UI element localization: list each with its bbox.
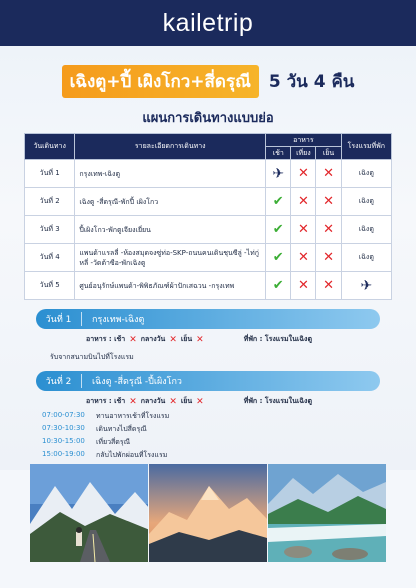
row-meal-cell xyxy=(316,244,341,272)
cross-icon: ✕ xyxy=(297,250,309,265)
cross-icon: ✕ xyxy=(297,278,309,293)
day-2-lunch-label: กลางวัน xyxy=(140,397,166,405)
row-meal-cell xyxy=(291,188,316,216)
cross-icon: ✕ xyxy=(323,222,334,237)
row-meal-cell xyxy=(266,216,291,244)
row-hotel: เฉิงตู xyxy=(341,244,391,272)
schedule-item xyxy=(42,411,169,422)
row-meal-cell xyxy=(291,160,316,188)
cross-icon: ✕ xyxy=(323,166,334,181)
schedule-text: ทานอาหารเช้าที่โรงแรม xyxy=(96,412,170,420)
table-row xyxy=(25,188,392,216)
day-1-number: วันที่ 1 xyxy=(36,312,82,326)
day-1-route: กรุงเทพ-เฉิงตู xyxy=(92,315,145,325)
row-hotel: เฉิงตู xyxy=(341,188,391,216)
row-detail: เฉิงตู -สี่ดรุณี-พักปี้ เผิงโกว xyxy=(75,188,266,216)
row-detail: ปี้เผิงโกว-พักตูเจียงเยี่ยน xyxy=(75,216,266,244)
table-row xyxy=(25,216,392,244)
itinerary-table xyxy=(24,133,392,300)
day-2-hotel-label: ที่พัก : โรงแรมในเฉิงตู xyxy=(243,397,312,405)
table-row xyxy=(25,272,392,300)
plane-icon: ✈ xyxy=(360,277,373,294)
schedule-time: 07:30-10:30 xyxy=(42,424,85,432)
row-meal-cell xyxy=(266,244,291,272)
row-detail: กรุงเทพ-เฉิงตู xyxy=(75,160,266,188)
cross-icon: ✕ xyxy=(297,166,309,181)
cross-icon: ✕ xyxy=(169,334,177,345)
photo-waterfall xyxy=(268,464,386,562)
cross-icon: ✕ xyxy=(196,334,204,345)
row-detail: แพนด้าแรลลี่ -ห้องสมุดจงซู่ท่อ-SKP-ถนนคนเดินชุนซีลู่ -ไท่กู่หลี่ -วัดต้าซือ-พักเฉิงตู xyxy=(75,244,266,272)
table-row xyxy=(25,160,392,188)
row-hotel: เฉิงตู xyxy=(341,216,391,244)
day-1-dinner-label: เย็น xyxy=(180,335,193,343)
day-2-bar xyxy=(36,371,380,391)
row-day: วันที่ 5 xyxy=(25,272,75,300)
row-meal-cell xyxy=(316,160,341,188)
header-lunch: เที่ยง xyxy=(291,147,316,160)
header-breakfast: เช้า xyxy=(266,147,291,160)
day-2-dinner-label: เย็น xyxy=(180,397,193,405)
schedule-item xyxy=(42,437,130,448)
row-meal-cell xyxy=(266,272,291,300)
header-hotel: โรงแรมที่พัก xyxy=(341,134,391,160)
schedule-item xyxy=(42,424,147,435)
photo-sunset-peaks xyxy=(149,464,267,562)
row-meal-cell xyxy=(291,272,316,300)
cross-icon: ✕ xyxy=(323,250,334,265)
check-icon: ✔ xyxy=(272,222,284,237)
cross-icon: ✕ xyxy=(297,194,309,209)
schedule-time: 10:30-15:00 xyxy=(42,437,85,445)
row-hotel xyxy=(341,272,391,300)
cross-icon: ✕ xyxy=(323,278,334,293)
row-meal-cell xyxy=(316,272,341,300)
header-day: วันเดินทาง xyxy=(25,134,75,160)
schedule-text: เที่ยวสี่ดรุณี xyxy=(96,438,131,446)
cross-icon: ✕ xyxy=(129,334,137,345)
table-row xyxy=(25,244,392,272)
row-day: วันที่ 1 xyxy=(25,160,75,188)
check-icon: ✔ xyxy=(272,250,284,265)
cross-icon: ✕ xyxy=(196,396,204,407)
schedule-item xyxy=(42,450,167,461)
cross-icon: ✕ xyxy=(129,396,137,407)
title-row xyxy=(0,64,416,98)
cross-icon: ✕ xyxy=(297,222,309,237)
day-1-note: รับจากสนามบินไปที่โรงแรม xyxy=(50,353,134,361)
check-icon: ✔ xyxy=(272,194,284,209)
row-day: วันที่ 3 xyxy=(25,216,75,244)
cross-icon: ✕ xyxy=(323,194,334,209)
day-2-route: เฉิงตู -สี่ดรุณี -ปี้เผิงโกว xyxy=(92,377,182,387)
check-icon: ✔ xyxy=(272,278,284,293)
day-1-hotel-label: ที่พัก : โรงแรมในเฉิงตู xyxy=(243,335,312,343)
row-day: วันที่ 4 xyxy=(25,244,75,272)
row-hotel: เฉิงตู xyxy=(341,160,391,188)
schedule-time: 07:00-07:30 xyxy=(42,411,85,419)
row-meal-cell xyxy=(291,216,316,244)
day-1-lunch-label: กลางวัน xyxy=(140,335,166,343)
photo-strip xyxy=(30,464,386,562)
page-subtitle: แผนการเดินทางแบบย่อ xyxy=(142,111,274,126)
day-2-meals-label: อาหาร : เช้า xyxy=(86,397,126,405)
day-2-number: วันที่ 2 xyxy=(36,374,82,388)
header-bar xyxy=(0,0,416,46)
row-meal-cell xyxy=(316,216,341,244)
photo-mountain-road xyxy=(30,464,148,562)
day-1-meals-label: อาหาร : เช้า xyxy=(86,335,126,343)
header-dinner: เย็น xyxy=(316,147,341,160)
schedule-time: 15:00-19:00 xyxy=(42,450,85,458)
brand-logo: kailetrip xyxy=(162,8,254,37)
row-meal-cell xyxy=(316,188,341,216)
schedule-text: กลับไปพักผ่อนที่โรงแรม xyxy=(96,451,168,459)
row-meal-cell xyxy=(266,188,291,216)
schedule-text: เดินทางไปสี่ดรุณี xyxy=(96,425,147,433)
day-2-meals xyxy=(86,396,386,407)
header-meals: อาหาร xyxy=(266,134,341,147)
row-day: วันที่ 2 xyxy=(25,188,75,216)
title-highlight: เฉิงตู+ปี้ เผิงโกว+สี่ดรุณี xyxy=(62,65,259,98)
row-meal-cell xyxy=(266,160,291,188)
row-detail: ศูนย์อนุรักษ์แพนด้า-พิพิธภัณฑ์ผ้าปักเสฉวน -กรุงเทพ xyxy=(75,272,266,300)
plane-icon: ✈ xyxy=(272,165,285,182)
row-meal-cell xyxy=(291,244,316,272)
header-detail: รายละเอียดการเดินทาง xyxy=(75,134,266,160)
day-1-bar xyxy=(36,309,380,329)
day-1-meals xyxy=(86,334,386,345)
cross-icon: ✕ xyxy=(169,396,177,407)
title-duration: 5 วัน 4 คืน xyxy=(268,71,355,92)
